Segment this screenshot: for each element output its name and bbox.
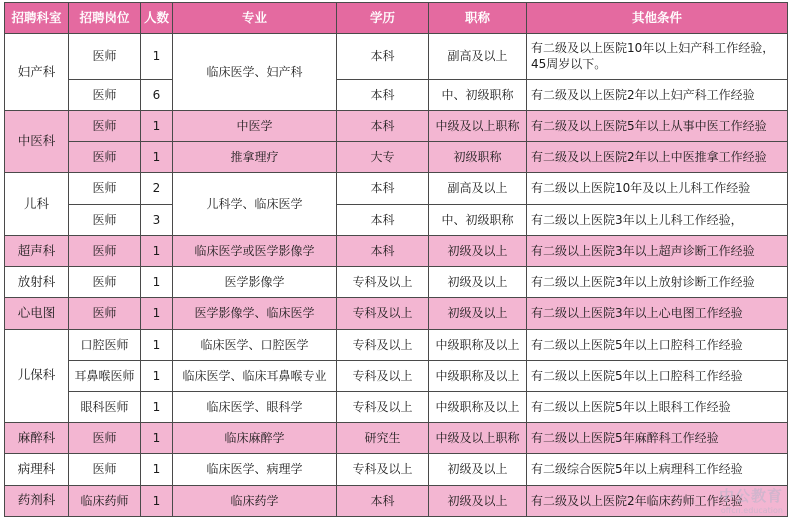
table-row: [5, 142, 788, 173]
condition-cell: 有二级以上医院3年以上儿科工作经验，: [527, 204, 788, 235]
count-cell: 1: [141, 329, 173, 360]
department-cell: 儿科: [5, 173, 69, 235]
title-cell: 初级及以上: [429, 454, 527, 485]
education-cell: 本科: [337, 79, 429, 110]
major-cell: 临床医学、病理学: [173, 454, 337, 485]
title-cell: 中级及以上职称: [429, 111, 527, 142]
table-row: [5, 329, 788, 360]
table-row: [5, 267, 788, 298]
condition-cell: 有二级以上医院3年以上心电图工作经验: [527, 298, 788, 329]
title-cell: 初级及以上: [429, 235, 527, 266]
condition-cell: 有二级及以上医院2年临床药师工作经验: [527, 485, 788, 516]
major-cell: 临床医学或医学影像学: [173, 235, 337, 266]
watermark-subtext: offcn.education: [720, 506, 783, 515]
title-cell: 初级及以上: [429, 298, 527, 329]
table-row: [5, 204, 788, 235]
position-cell: 临床药师: [69, 485, 141, 516]
table-row: [5, 454, 788, 485]
department-cell: 药剂科: [5, 485, 69, 516]
count-cell: 1: [141, 142, 173, 173]
condition-cell: 有二级以上医院5年麻醉科工作经验: [527, 423, 788, 454]
table-row: [5, 360, 788, 391]
table-row: [5, 391, 788, 422]
condition-cell: 有二级综合医院5年以上病理科工作经验: [527, 454, 788, 485]
table-row: [5, 485, 788, 516]
count-cell: 3: [141, 204, 173, 235]
position-cell: 医师: [69, 34, 141, 80]
count-cell: 1: [141, 423, 173, 454]
count-cell: 1: [141, 298, 173, 329]
condition-cell: 有二级以上医院3年以上超声诊断工作经验: [527, 235, 788, 266]
position-cell: 耳鼻喉医师: [69, 360, 141, 391]
table-row: [5, 235, 788, 266]
count-cell: 1: [141, 360, 173, 391]
header-major: 专业: [173, 3, 337, 34]
table-header: [5, 3, 788, 34]
count-cell: 1: [141, 454, 173, 485]
department-cell: 妇产科: [5, 34, 69, 111]
position-cell: 医师: [69, 79, 141, 110]
recruitment-table: [4, 2, 788, 517]
position-cell: 医师: [69, 267, 141, 298]
education-cell: 专科及以上: [337, 329, 429, 360]
condition-cell: 有二级及以上医院2年以上中医推拿工作经验: [527, 142, 788, 173]
department-cell: 放射科: [5, 267, 69, 298]
position-cell: 医师: [69, 142, 141, 173]
education-cell: 专科及以上: [337, 360, 429, 391]
watermark-logo: [719, 485, 783, 515]
title-cell: 初级及以上: [429, 485, 527, 516]
major-cell: 临床药学: [173, 485, 337, 516]
education-cell: 专科及以上: [337, 454, 429, 485]
position-cell: 医师: [69, 235, 141, 266]
table-row: [5, 423, 788, 454]
header-title: 职称: [429, 3, 527, 34]
condition-cell: 有二级以上医院5年以上口腔科工作经验: [527, 360, 788, 391]
major-cell: 中医学: [173, 111, 337, 142]
header-education: 学历: [337, 3, 429, 34]
table-row: [5, 34, 788, 80]
count-cell: 1: [141, 111, 173, 142]
major-cell: 临床医学、临床耳鼻喉专业: [173, 360, 337, 391]
table-row: [5, 173, 788, 204]
condition-cell: 有二级以上医院3年以上放射诊断工作经验: [527, 267, 788, 298]
title-cell: 中级职称及以上: [429, 360, 527, 391]
count-cell: 1: [141, 485, 173, 516]
count-cell: 1: [141, 235, 173, 266]
header-row: [5, 3, 788, 34]
major-cell: 临床医学、妇产科: [173, 34, 337, 111]
title-cell: 中级及以上职称: [429, 423, 527, 454]
education-cell: 本科: [337, 173, 429, 204]
department-cell: 儿保科: [5, 329, 69, 423]
major-cell: 儿科学、临床医学: [173, 173, 337, 235]
watermark-text: 中公教育: [718, 487, 783, 505]
table-row: [5, 111, 788, 142]
condition-cell: 有二级以上医院5年以上口腔科工作经验: [527, 329, 788, 360]
education-cell: 本科: [337, 485, 429, 516]
position-cell: 医师: [69, 423, 141, 454]
education-cell: 本科: [337, 235, 429, 266]
position-cell: 医师: [69, 173, 141, 204]
position-cell: 医师: [69, 111, 141, 142]
department-cell: 病理科: [5, 454, 69, 485]
title-cell: 初级职称: [429, 142, 527, 173]
condition-cell: 有二级及以上医院5年以上从事中医工作经验: [527, 111, 788, 142]
education-cell: 专科及以上: [337, 298, 429, 329]
department-cell: 麻醉科: [5, 423, 69, 454]
header-count: 人数: [141, 3, 173, 34]
position-cell: 医师: [69, 298, 141, 329]
count-cell: 1: [141, 267, 173, 298]
department-cell: 超声科: [5, 235, 69, 266]
education-cell: 大专: [337, 142, 429, 173]
title-cell: 副高及以上: [429, 34, 527, 80]
education-cell: 本科: [337, 34, 429, 80]
title-cell: 初级及以上: [429, 267, 527, 298]
major-cell: 推拿理疗: [173, 142, 337, 173]
count-cell: 1: [141, 391, 173, 422]
position-cell: 口腔医师: [69, 329, 141, 360]
condition-cell: 有二级以上医院10年及以上儿科工作经验: [527, 173, 788, 204]
position-cell: 眼科医师: [69, 391, 141, 422]
title-cell: 中、初级职称: [429, 79, 527, 110]
position-cell: 医师: [69, 204, 141, 235]
table-row: [5, 79, 788, 110]
major-cell: 临床医学、眼科学: [173, 391, 337, 422]
education-cell: 研究生: [337, 423, 429, 454]
count-cell: 6: [141, 79, 173, 110]
table-body: [5, 34, 788, 517]
major-cell: 医学影像学: [173, 267, 337, 298]
position-cell: 医师: [69, 454, 141, 485]
education-cell: 专科及以上: [337, 391, 429, 422]
condition-cell: 有二级及以上医院10年以上妇产科工作经验，45周岁以下。: [527, 34, 788, 80]
header-position: 招聘岗位: [69, 3, 141, 34]
title-cell: 中、初级职称: [429, 204, 527, 235]
condition-cell: 有二级及以上医院2年以上妇产科工作经验: [527, 79, 788, 110]
count-cell: 1: [141, 34, 173, 80]
header-department: 招聘科室: [5, 3, 69, 34]
title-cell: 中级职称及以上: [429, 391, 527, 422]
header-conditions: 其他条件: [527, 3, 788, 34]
condition-cell: 有二级以上医院5年以上眼科工作经验: [527, 391, 788, 422]
department-cell: 心电图: [5, 298, 69, 329]
major-cell: 临床医学、口腔医学: [173, 329, 337, 360]
major-cell: 临床麻醉学: [173, 423, 337, 454]
department-cell: 中医科: [5, 111, 69, 173]
count-cell: 2: [141, 173, 173, 204]
education-cell: 专科及以上: [337, 267, 429, 298]
education-cell: 本科: [337, 111, 429, 142]
title-cell: 中级职称及以上: [429, 329, 527, 360]
major-cell: 医学影像学、临床医学: [173, 298, 337, 329]
title-cell: 副高及以上: [429, 173, 527, 204]
table-row: [5, 298, 788, 329]
education-cell: 本科: [337, 204, 429, 235]
